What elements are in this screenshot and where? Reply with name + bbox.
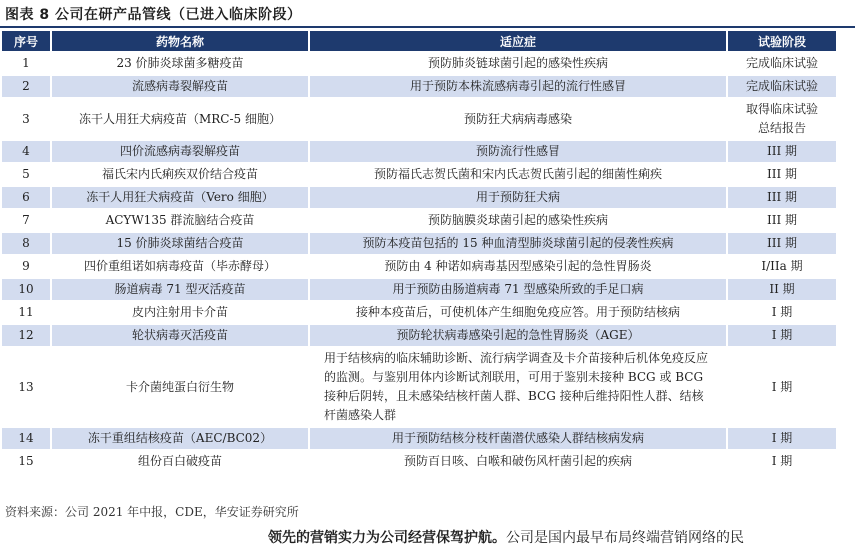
cell-stage: I 期 (728, 428, 836, 449)
header-no: 序号 (2, 31, 52, 51)
cell-name: 冻干人用狂犬病疫苗（MRC-5 细胞） (52, 99, 310, 139)
table-row (2, 348, 836, 426)
cell-stage: III 期 (728, 233, 836, 254)
body-bold-lead: 领先的营销实力为公司经营保驾护航。 (268, 530, 506, 546)
cell-no: 11 (2, 302, 52, 323)
cell-stage: 完成临床试验 (745, 56, 818, 70)
cell-name: 15 价肺炎球菌结合疫苗 (52, 233, 310, 254)
cell-name: ACYW135 群流脑结合疫苗 (52, 210, 310, 231)
figure-title: 图表 8 公司在研产品管线（已进入临床阶段） (5, 7, 302, 23)
cell-name: 福氏宋内氏痢疾双价结合疫苗 (52, 164, 310, 185)
cell-indication: 预防肺炎链球菌引起的感染性疾病 (310, 53, 728, 74)
table-row (2, 279, 836, 300)
cell-name: 卡介菌纯蛋白衍生物 (52, 348, 310, 426)
cell-indication: 用于预防结核分枝杆菌潜伏感染人群结核病发病 (310, 428, 728, 449)
cell-name: 四价流感病毒裂解疫苗 (52, 141, 310, 162)
cell-stage: II 期 (728, 279, 836, 300)
cell-no: 15 (2, 451, 52, 472)
cell-no: 4 (2, 141, 52, 162)
pipeline-table (2, 29, 836, 474)
cell-indication: 预防流行性感冒 (310, 141, 728, 162)
table-row (2, 256, 836, 277)
cell-stage: I 期 (771, 305, 793, 319)
cell-indication: 用于预防狂犬病 (310, 187, 728, 208)
title-divider (0, 26, 855, 28)
header-indication: 适应症 (310, 31, 728, 51)
cell-indication: 用于预防由肠道病毒 71 型感染所致的手足口病 (310, 279, 728, 300)
table-row (2, 210, 836, 231)
cell-no: 13 (2, 348, 52, 426)
cell-stage: 完成临床试验 (728, 76, 836, 97)
header-name: 药物名称 (52, 31, 310, 51)
cell-stage: III 期 (728, 187, 836, 208)
cell-indication: 用于预防本株流感病毒引起的流行性感冒 (310, 76, 728, 97)
cell-name: 流感病毒裂解疫苗 (52, 76, 310, 97)
cell-stage: I 期 (771, 454, 793, 468)
table-row (2, 53, 836, 74)
cell-name: 肠道病毒 71 型灭活疫苗 (52, 279, 310, 300)
table-row (2, 76, 836, 97)
table-row (2, 325, 836, 346)
cell-no: 7 (2, 210, 52, 231)
body-rest: 公司是国内最早布局终端营销网络的民 (506, 530, 744, 546)
table-row (2, 428, 836, 449)
cell-no: 10 (2, 279, 52, 300)
table-row (2, 99, 836, 139)
cell-no: 14 (2, 428, 52, 449)
cell-stage: III 期 (766, 213, 798, 227)
source-note: 资料来源：公司 2021 年中报，CDE，华安证券研究所 (5, 505, 299, 519)
table-header-row (2, 31, 836, 51)
cell-name: 冻干人用狂犬病疫苗（Vero 细胞） (52, 187, 310, 208)
cell-no: 8 (2, 233, 52, 254)
cell-indication: 预防脑膜炎球菌引起的感染性疾病 (310, 210, 728, 231)
cell-no: 6 (2, 187, 52, 208)
cell-indication: 预防福氏志贺氏菌和宋内氏志贺氏菌引起的细菌性痢疾 (310, 164, 728, 185)
cell-stage: I/IIa 期 (761, 259, 803, 273)
cell-name: 冻干重组结核疫苗（AEC/BC02） (52, 428, 310, 449)
cell-name: 23 价肺炎球菌多糖疫苗 (52, 53, 310, 74)
cell-indication: 预防本疫苗包括的 15 种血清型肺炎球菌引起的侵袭性疾病 (310, 233, 728, 254)
cell-indication: 预防轮状病毒感染引起的急性胃肠炎（AGE） (310, 325, 728, 346)
cell-stage: III 期 (766, 167, 798, 181)
table-row (2, 164, 836, 185)
cell-no: 12 (2, 325, 52, 346)
cell-stage: 取得临床试验总结报告 (745, 102, 818, 135)
table-row (2, 233, 836, 254)
cell-indication: 预防狂犬病病毒感染 (310, 99, 728, 139)
cell-indication: 用于结核病的临床辅助诊断、流行病学调查及卡介苗接种后机体免疫反应的监测。与鉴别用体内诊断试剂联用，可用于鉴别未接种 BCG 或 BCG 接种后阴转，且未感染结核杆菌人群、BCG 接种后维持阳性人群、结核杆菌感染人群 (310, 348, 728, 426)
cell-stage: III 期 (728, 141, 836, 162)
cell-indication: 接种本疫苗后，可使机体产生细胞免疫应答。用于预防结核病 (310, 302, 728, 323)
table-row (2, 187, 836, 208)
cell-stage: I 期 (771, 379, 793, 394)
cell-no: 9 (2, 256, 52, 277)
header-stage: 试验阶段 (728, 31, 836, 51)
cell-indication: 预防百日咳、白喉和破伤风杆菌引起的疾病 (310, 451, 728, 472)
cell-name: 组份百白破疫苗 (52, 451, 310, 472)
cell-stage: I 期 (728, 325, 836, 346)
table-row (2, 141, 836, 162)
cell-no: 1 (2, 53, 52, 74)
cell-indication: 预防由 4 种诺如病毒基因型感染引起的急性胃肠炎 (310, 256, 728, 277)
cell-no: 2 (2, 76, 52, 97)
cell-name: 轮状病毒灭活疫苗 (52, 325, 310, 346)
table-row (2, 451, 836, 472)
cell-no: 3 (2, 99, 52, 139)
table-row (2, 302, 836, 323)
cell-name: 皮内注射用卡介苗 (52, 302, 310, 323)
cell-name: 四价重组诺如病毒疫苗（毕赤酵母） (52, 256, 310, 277)
body-paragraph (268, 527, 744, 547)
cell-no: 5 (2, 164, 52, 185)
